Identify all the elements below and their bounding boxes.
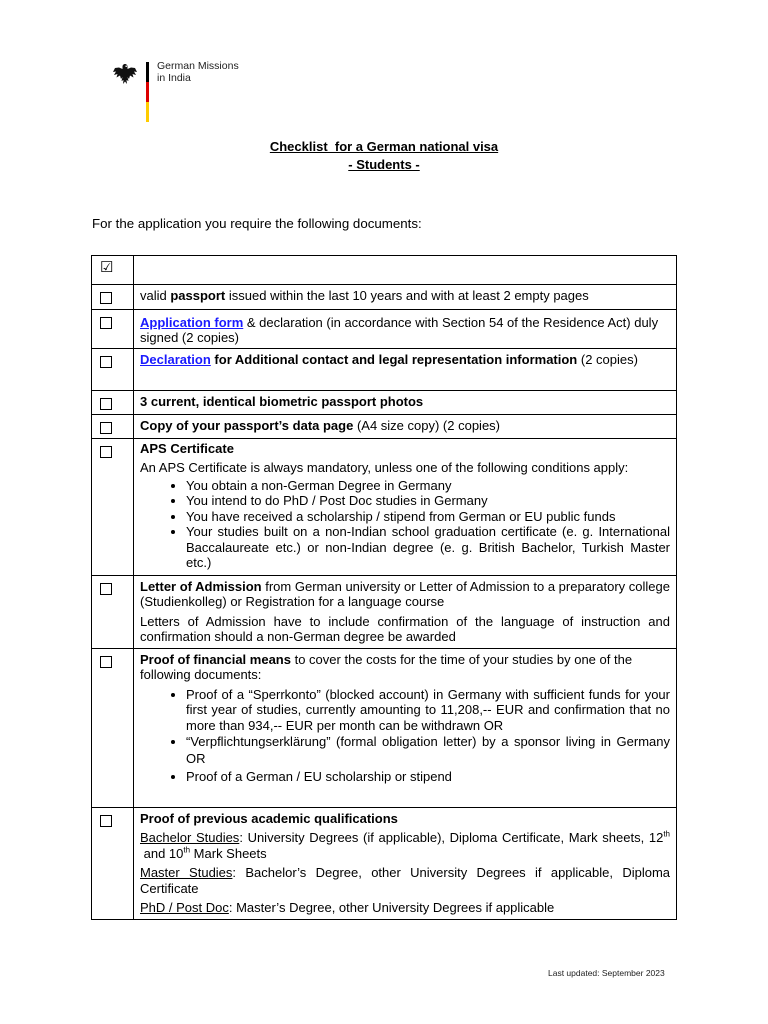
list-item: • You obtain a non-German Degree in Germany <box>186 478 670 494</box>
document-subtitle: - Students - <box>348 157 420 172</box>
table-row-passport: valid passport issued within the last 10 years and with at least 2 empty pages <box>92 285 677 310</box>
last-updated-footer: Last updated: September 2023 <box>548 968 665 978</box>
academic-heading: Proof of previous academic qualifications <box>140 810 398 826</box>
checkbox-application-form[interactable] <box>100 317 112 329</box>
document-checklist-table <box>91 255 677 920</box>
checkbox-passport-copy[interactable] <box>100 422 112 434</box>
checked-box-icon: ☑ <box>100 259 114 276</box>
table-row-photos <box>92 390 677 415</box>
declaration-link[interactable]: Declaration <box>140 351 211 367</box>
table-row-passport-copy: Copy of your passport’s data page (A4 size copy) (2 copies) <box>92 415 677 439</box>
german-missions-logo <box>112 60 312 124</box>
intro-text: For the application you require the following documents: <box>92 216 422 231</box>
table-row-admission: Letter of Admission from German university or Letter of Admission to a preparatory college (Studienkolleg) or Registration for a language course Letters of Admission have to include confirmation of the language of instruction and confirmation should a non-German degree be awarded <box>92 575 677 648</box>
checkbox-admission[interactable] <box>100 583 112 595</box>
table-row-academic <box>92 807 677 919</box>
flag-stripe-black <box>146 62 149 82</box>
photos-label: 3 current, identical biometric passport photos <box>140 393 424 409</box>
flag-stripe-gold <box>146 102 149 122</box>
admission-label: Letter of Admission <box>140 578 262 594</box>
table-row-declaration: Declaration for Additional contact and legal representation information (2 copies) <box>92 348 677 390</box>
aps-conditions-list <box>140 478 670 571</box>
aps-text: An APS Certificate is always mandatory, unless one of the following conditions apply: <box>140 460 629 475</box>
logo-line-2: in India <box>157 72 191 84</box>
logo-line-1: German Missions <box>157 60 239 72</box>
list-item: • Proof of a German / EU scholarship or stipend <box>186 769 670 785</box>
list-item: • Proof of a “Sperrkonto” (blocked account) in Germany with sufficient funds for your first year of studies, currently amounting to 11,208,-- EUR and confirmation that no more than 934,-- EUR per month can be withdrawn OR <box>186 687 670 734</box>
checkbox-financial[interactable] <box>100 656 112 668</box>
financial-options-list <box>140 687 670 785</box>
checkbox-declaration[interactable] <box>100 356 112 368</box>
checkbox-aps[interactable] <box>100 446 112 458</box>
application-form-link[interactable]: Application form <box>140 314 244 330</box>
document-title: Checklist for a German national visa <box>269 139 499 154</box>
table-row-application-form: Application form & declaration (in accordance with Section 54 of the Residence Act) duly signed (2 copies) <box>92 309 677 348</box>
admission-note: Letters of Admission have to include confirmation of the language of instruction and confirmation should a non-German degree be awarded <box>140 613 670 644</box>
list-item: • Your studies built on a non-Indian school graduation certificate (e. g. International Baccalaureate etc.) or non-Indian degree (e. g. British Bachelor, Turkish Master etc.) <box>186 524 670 571</box>
checkbox-photos[interactable] <box>100 398 112 410</box>
federal-eagle-icon <box>112 62 138 86</box>
academic-master: Master Studies: Bachelor’s Degree, other University Degrees if applicable, Diploma Certificate <box>140 865 671 896</box>
flag-bar <box>146 62 149 122</box>
academic-bachelor: Bachelor Studies: University Degrees (if applicable), Diploma Certificate, Mark sheets, 12th and 10th Mark Sheets <box>140 829 670 861</box>
flag-stripe-red <box>146 82 149 102</box>
logo-text <box>157 60 239 84</box>
checkbox-academic[interactable] <box>100 815 112 827</box>
financial-label: Proof of financial means <box>140 651 291 667</box>
list-item: • You intend to do PhD / Post Doc studies in Germany <box>186 493 670 509</box>
table-header-row <box>92 256 677 285</box>
academic-phd: PhD / Post Doc: Master’s Degree, other University Degrees if applicable <box>140 900 555 915</box>
table-row-financial: Proof of financial means to cover the costs for the time of your studies by one of the following documents: • Proof of a “Sperrkonto” (blocked account) in Germany with sufficient funds for your first year of studies, currently amounting to 11,208,-- EUR and confirmation that no more than 934,-- EUR per month can be withdrawn OR • “Verpflichtungserklärung” (formal obligation letter) by a sponsor living in Germany OR • Proof of a German / EU scholarship or stipend <box>92 648 677 807</box>
aps-heading: APS Certificate <box>140 440 234 456</box>
list-item: • “Verpflichtungserklärung” (formal obligation letter) by a sponsor living in Germany OR <box>186 733 670 767</box>
checkbox-passport[interactable] <box>100 292 112 304</box>
list-item: • You have received a scholarship / stipend from German or EU public funds <box>186 509 670 525</box>
table-row-aps <box>92 438 677 575</box>
passport-copy-label: Copy of your passport’s data page <box>140 418 354 433</box>
passport-label: passport <box>170 288 226 303</box>
